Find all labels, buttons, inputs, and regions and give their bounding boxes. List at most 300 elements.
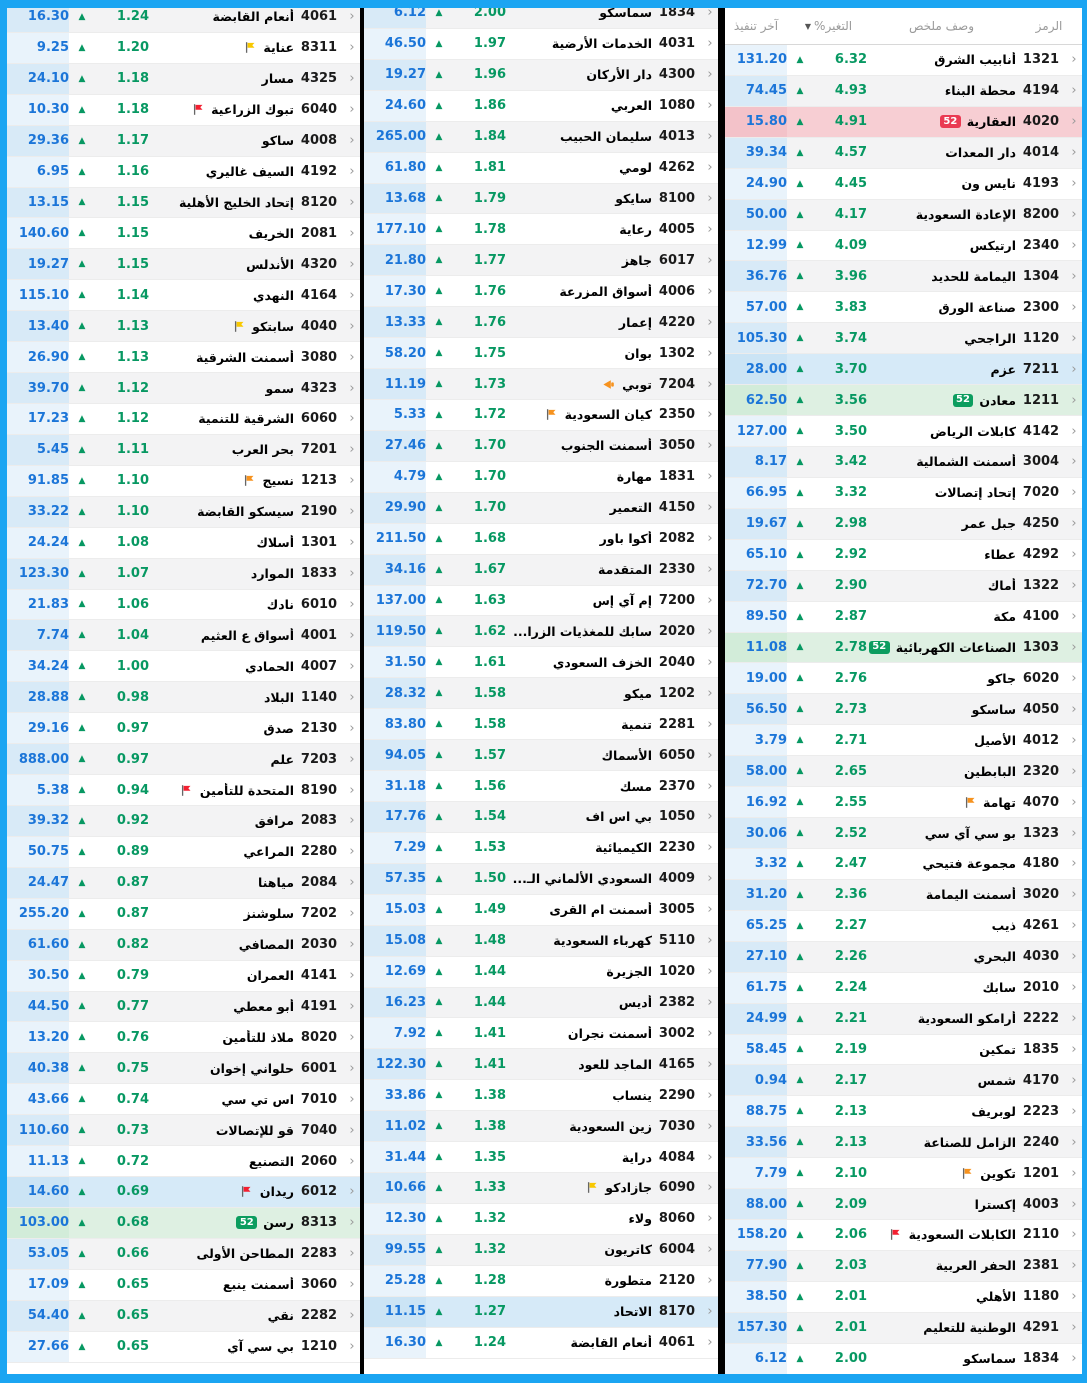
stock-row[interactable]: [7, 1084, 360, 1115]
expand-chevron-icon[interactable]: ‹: [349, 535, 355, 551]
expand-chevron-icon[interactable]: ‹: [707, 67, 713, 83]
column-header-last-price[interactable]: آخر تنفيذ: [733, 19, 779, 33]
expand-chevron-icon[interactable]: ‹: [1071, 949, 1077, 965]
stock-row[interactable]: [7, 1177, 360, 1208]
last-price: 46.50: [364, 29, 426, 59]
expand-chevron-icon[interactable]: ‹: [1071, 578, 1077, 594]
expand-chevron-icon[interactable]: ‹: [707, 531, 713, 547]
stock-row[interactable]: [7, 713, 360, 744]
stock-row[interactable]: [7, 188, 360, 219]
stock-row[interactable]: [7, 33, 360, 64]
expand-chevron-icon[interactable]: ‹: [349, 1060, 355, 1076]
expand-chevron-icon[interactable]: ‹: [707, 252, 713, 268]
expand-chevron-icon[interactable]: ‹: [1071, 207, 1077, 223]
expand-chevron-icon[interactable]: ‹: [707, 840, 713, 856]
stock-row[interactable]: [7, 1239, 360, 1270]
expand-chevron-icon[interactable]: ‹: [707, 469, 713, 485]
stock-row[interactable]: [364, 586, 718, 617]
stock-row[interactable]: [725, 1127, 1082, 1158]
stock-row[interactable]: [7, 961, 360, 992]
stock-row[interactable]: [725, 1065, 1082, 1096]
last-price: 123.30: [7, 559, 69, 589]
stock-row[interactable]: [364, 184, 718, 215]
stock-row[interactable]: [364, 926, 718, 957]
expand-chevron-icon[interactable]: ‹: [1071, 1011, 1077, 1027]
stock-row[interactable]: [7, 992, 360, 1023]
expand-chevron-icon[interactable]: ‹: [349, 1308, 355, 1324]
stock-row[interactable]: [364, 524, 718, 555]
stock-row[interactable]: [725, 1313, 1082, 1344]
stock-row[interactable]: [7, 1301, 360, 1332]
expand-chevron-icon[interactable]: ‹: [707, 778, 713, 794]
expand-chevron-icon[interactable]: ‹: [349, 596, 355, 612]
expand-chevron-icon[interactable]: ‹: [349, 782, 355, 798]
stock-row[interactable]: [725, 1251, 1082, 1282]
expand-chevron-icon[interactable]: ‹: [349, 937, 355, 953]
stock-row[interactable]: [725, 1282, 1082, 1313]
stock-row[interactable]: [725, 1004, 1082, 1035]
stock-row[interactable]: [364, 957, 718, 988]
stock-row[interactable]: [364, 493, 718, 524]
company-name: الاتحاد: [613, 1304, 652, 1320]
expand-chevron-icon[interactable]: ‹: [707, 160, 713, 176]
stock-row[interactable]: [364, 1235, 718, 1266]
expand-chevron-icon[interactable]: ‹: [707, 994, 713, 1010]
company-name: إتحاد الخليج الأهلية: [178, 194, 294, 210]
stock-row[interactable]: [725, 571, 1082, 602]
stock-row[interactable]: [7, 95, 360, 126]
expand-chevron-icon[interactable]: ‹: [1071, 887, 1077, 903]
column-header-description[interactable]: وصف ملخص: [908, 19, 975, 33]
change-percent: 1.15: [116, 194, 149, 210]
expand-chevron-icon[interactable]: ‹: [707, 1056, 713, 1072]
company-name: سابك: [982, 980, 1016, 996]
expand-chevron-icon[interactable]: ‹: [349, 194, 355, 210]
expand-chevron-icon[interactable]: ‹: [1071, 114, 1077, 130]
expand-chevron-icon[interactable]: ‹: [349, 318, 355, 334]
expand-chevron-icon[interactable]: ‹: [707, 500, 713, 516]
stock-row[interactable]: [364, 276, 718, 307]
stock-row[interactable]: [7, 528, 360, 559]
expand-chevron-icon[interactable]: ‹: [349, 504, 355, 520]
symbol-code: 4165: [658, 1056, 696, 1072]
stock-row[interactable]: [364, 1142, 718, 1173]
stock-row[interactable]: [364, 307, 718, 338]
stock-row[interactable]: [7, 497, 360, 528]
expand-chevron-icon[interactable]: ‹: [349, 658, 355, 674]
stock-row[interactable]: [725, 416, 1082, 447]
expand-chevron-icon[interactable]: ‹: [707, 190, 713, 206]
stock-row[interactable]: [364, 647, 718, 678]
expand-chevron-icon[interactable]: ‹: [1071, 1165, 1077, 1181]
expand-chevron-icon[interactable]: ‹: [707, 902, 713, 918]
expand-chevron-icon[interactable]: ‹: [1071, 639, 1077, 655]
stock-row[interactable]: [725, 354, 1082, 385]
stock-row[interactable]: [7, 590, 360, 621]
expand-chevron-icon[interactable]: ‹: [1071, 392, 1077, 408]
expand-chevron-icon[interactable]: ‹: [1071, 547, 1077, 563]
stock-row[interactable]: [7, 837, 360, 868]
stock-row[interactable]: [364, 153, 718, 184]
expand-chevron-icon[interactable]: ‹: [707, 871, 713, 887]
expand-chevron-icon[interactable]: ‹: [707, 1118, 713, 1134]
stock-row[interactable]: [7, 868, 360, 899]
expand-chevron-icon[interactable]: ‹: [349, 998, 355, 1014]
expand-chevron-icon[interactable]: ‹: [707, 623, 713, 639]
expand-chevron-icon[interactable]: ‹: [349, 627, 355, 643]
stock-row[interactable]: [7, 8, 360, 33]
change-percent: 2.76: [834, 670, 867, 686]
expand-chevron-icon[interactable]: ‹: [349, 1277, 355, 1293]
stock-row[interactable]: [7, 899, 360, 930]
stock-row[interactable]: [725, 973, 1082, 1004]
expand-chevron-icon[interactable]: ‹: [707, 1180, 713, 1196]
expand-chevron-icon[interactable]: ‹: [349, 1184, 355, 1200]
up-arrow-icon: ▲: [78, 444, 86, 455]
expand-chevron-icon[interactable]: ‹: [707, 964, 713, 980]
expand-chevron-icon[interactable]: ‹: [349, 1029, 355, 1045]
stock-row[interactable]: [725, 509, 1082, 540]
stock-row[interactable]: [7, 775, 360, 806]
expand-chevron-icon[interactable]: ‹: [707, 592, 713, 608]
expand-chevron-icon[interactable]: ‹: [1071, 701, 1077, 717]
stock-row[interactable]: [725, 169, 1082, 200]
expand-chevron-icon[interactable]: ‹: [1071, 423, 1077, 439]
stock-row[interactable]: [7, 620, 360, 651]
stock-row[interactable]: [725, 633, 1082, 664]
stock-row[interactable]: [364, 1328, 718, 1359]
expand-chevron-icon[interactable]: ‹: [1071, 176, 1077, 192]
expand-chevron-icon[interactable]: ‹: [1071, 1227, 1077, 1243]
last-price: 12.30: [364, 1204, 426, 1234]
stock-row[interactable]: [7, 404, 360, 435]
stock-row[interactable]: [725, 385, 1082, 416]
expand-chevron-icon[interactable]: ‹: [1071, 1351, 1077, 1367]
stock-row[interactable]: [725, 45, 1082, 76]
stock-row[interactable]: [725, 602, 1082, 633]
stock-row[interactable]: [364, 338, 718, 369]
expand-chevron-icon[interactable]: ‹: [1071, 1072, 1077, 1088]
up-arrow-icon: ▲: [796, 333, 804, 344]
expand-chevron-icon[interactable]: ‹: [707, 716, 713, 732]
stock-row[interactable]: [7, 280, 360, 311]
expand-chevron-icon[interactable]: ‹: [349, 411, 355, 427]
expand-chevron-icon[interactable]: ‹: [1071, 670, 1077, 686]
expand-chevron-icon[interactable]: ‹: [1071, 918, 1077, 934]
stock-row[interactable]: [725, 323, 1082, 354]
expand-chevron-icon[interactable]: ‹: [349, 720, 355, 736]
expand-chevron-icon[interactable]: ‹: [1071, 454, 1077, 470]
stock-row[interactable]: [725, 725, 1082, 756]
stock-row[interactable]: [7, 930, 360, 961]
expand-chevron-icon[interactable]: ‹: [707, 1242, 713, 1258]
expand-chevron-icon[interactable]: ‹: [1071, 516, 1077, 532]
stock-row[interactable]: [725, 1096, 1082, 1127]
stock-row[interactable]: [7, 1115, 360, 1146]
expand-chevron-icon[interactable]: ‹: [1071, 52, 1077, 68]
expand-chevron-icon[interactable]: ‹: [349, 1339, 355, 1355]
name-cell: [149, 1030, 294, 1045]
symbol-code: 4170: [1022, 1072, 1060, 1088]
stock-row[interactable]: [364, 555, 718, 586]
stock-row[interactable]: [7, 126, 360, 157]
expand-chevron-icon[interactable]: ‹: [707, 8, 713, 21]
name-cell: [867, 1289, 1016, 1304]
stock-row[interactable]: [725, 231, 1082, 262]
expand-chevron-icon[interactable]: ‹: [707, 654, 713, 670]
stock-row[interactable]: [725, 447, 1082, 478]
stock-row[interactable]: [725, 911, 1082, 942]
expand-chevron-icon[interactable]: ‹: [349, 1215, 355, 1231]
expand-chevron-icon[interactable]: ‹: [349, 164, 355, 180]
stock-row[interactable]: [7, 682, 360, 713]
stock-row[interactable]: [725, 478, 1082, 509]
stock-row[interactable]: [7, 64, 360, 95]
stock-row[interactable]: [725, 1158, 1082, 1189]
stock-row[interactable]: [7, 1332, 360, 1363]
expand-chevron-icon[interactable]: ‹: [349, 844, 355, 860]
expand-chevron-icon[interactable]: ‹: [349, 225, 355, 241]
expand-chevron-icon[interactable]: ‹: [707, 345, 713, 361]
stock-row[interactable]: [725, 1220, 1082, 1251]
expand-chevron-icon[interactable]: ‹: [349, 875, 355, 891]
expand-chevron-icon[interactable]: ‹: [1071, 145, 1077, 161]
stock-row[interactable]: [364, 833, 718, 864]
stock-row[interactable]: [364, 771, 718, 802]
name-cell: [867, 52, 1016, 67]
expand-chevron-icon[interactable]: ‹: [349, 689, 355, 705]
expand-chevron-icon[interactable]: ‹: [707, 809, 713, 825]
expand-chevron-icon[interactable]: ‹: [1071, 330, 1077, 346]
expand-chevron-icon[interactable]: ‹: [707, 685, 713, 701]
expand-chevron-icon[interactable]: ‹: [349, 380, 355, 396]
stock-row[interactable]: [725, 1344, 1082, 1374]
stock-row[interactable]: [364, 1173, 718, 1204]
expand-chevron-icon[interactable]: ‹: [707, 1025, 713, 1041]
up-arrow-icon: ▲: [78, 166, 86, 177]
stock-row[interactable]: [7, 1146, 360, 1177]
change-percent: 2.03: [834, 1258, 867, 1274]
expand-chevron-icon[interactable]: ‹: [1071, 485, 1077, 501]
stock-row[interactable]: [364, 431, 718, 462]
stock-row[interactable]: [725, 292, 1082, 323]
stock-row[interactable]: [364, 60, 718, 91]
stock-row[interactable]: [7, 466, 360, 497]
name-cell: [867, 114, 1016, 129]
expand-chevron-icon[interactable]: ‹: [707, 438, 713, 454]
name-cell: [506, 964, 652, 979]
expand-chevron-icon[interactable]: ‹: [707, 1335, 713, 1351]
stock-row[interactable]: [725, 1189, 1082, 1220]
expand-chevron-icon[interactable]: ‹: [707, 98, 713, 114]
expand-chevron-icon[interactable]: ‹: [349, 40, 355, 56]
expand-chevron-icon[interactable]: ‹: [1071, 1320, 1077, 1336]
symbol-code: 4009: [658, 871, 696, 887]
expand-chevron-icon[interactable]: ‹: [1071, 237, 1077, 253]
stock-row[interactable]: [364, 1080, 718, 1111]
stock-row[interactable]: [7, 249, 360, 280]
symbol-code: 4007: [300, 658, 338, 674]
stock-row[interactable]: [725, 107, 1082, 138]
stock-row[interactable]: [725, 694, 1082, 725]
expand-chevron-icon[interactable]: ‹: [707, 562, 713, 578]
stock-row[interactable]: [725, 76, 1082, 107]
stock-row[interactable]: [725, 849, 1082, 880]
expand-chevron-icon[interactable]: ‹: [707, 1087, 713, 1103]
stock-row[interactable]: [364, 1111, 718, 1142]
expand-chevron-icon[interactable]: ‹: [349, 566, 355, 582]
expand-chevron-icon[interactable]: ‹: [707, 747, 713, 763]
expand-chevron-icon[interactable]: ‹: [707, 1149, 713, 1165]
expand-chevron-icon[interactable]: ‹: [707, 933, 713, 949]
stock-row[interactable]: [7, 744, 360, 775]
stock-row[interactable]: [364, 245, 718, 276]
expand-chevron-icon[interactable]: ‹: [349, 256, 355, 272]
expand-chevron-icon[interactable]: ‹: [349, 287, 355, 303]
stock-row[interactable]: [725, 942, 1082, 973]
stock-row[interactable]: [7, 1022, 360, 1053]
name-cell: [506, 160, 652, 175]
symbol-code: 1321: [1022, 52, 1060, 68]
expand-chevron-icon[interactable]: ‹: [707, 129, 713, 145]
name-cell: [149, 1061, 294, 1076]
expand-chevron-icon[interactable]: ‹: [349, 102, 355, 118]
stock-row[interactable]: [364, 740, 718, 771]
expand-chevron-icon[interactable]: ‹: [1071, 1289, 1077, 1305]
name-cell: [867, 764, 1016, 779]
up-arrow-icon: ▲: [78, 1063, 86, 1074]
stock-row[interactable]: [364, 1204, 718, 1235]
stock-row[interactable]: [7, 435, 360, 466]
stock-row[interactable]: [7, 1053, 360, 1084]
expand-chevron-icon[interactable]: ‹: [1071, 794, 1077, 810]
expand-chevron-icon[interactable]: ‹: [349, 1153, 355, 1169]
stock-row[interactable]: [7, 1208, 360, 1239]
expand-chevron-icon[interactable]: ‹: [707, 314, 713, 330]
stock-row[interactable]: [7, 218, 360, 249]
stock-row[interactable]: [7, 342, 360, 373]
expand-chevron-icon[interactable]: ‹: [1071, 732, 1077, 748]
stock-row[interactable]: [725, 1035, 1082, 1066]
expand-chevron-icon[interactable]: ‹: [707, 1211, 713, 1227]
stock-row[interactable]: [364, 709, 718, 740]
stock-row[interactable]: [364, 8, 718, 29]
expand-chevron-icon[interactable]: ‹: [707, 221, 713, 237]
last-price: 15.08: [364, 926, 426, 956]
expand-chevron-icon[interactable]: ‹: [1071, 361, 1077, 377]
name-cell: [506, 1273, 652, 1288]
stock-row[interactable]: [364, 864, 718, 895]
expand-chevron-icon[interactable]: ‹: [349, 751, 355, 767]
stock-row[interactable]: [364, 1297, 718, 1328]
stock-row[interactable]: [7, 651, 360, 682]
last-price: 12.99: [725, 231, 787, 261]
stock-row[interactable]: [725, 756, 1082, 787]
expand-chevron-icon[interactable]: ‹: [1071, 299, 1077, 315]
stock-row[interactable]: [725, 880, 1082, 911]
stock-row[interactable]: [364, 802, 718, 833]
company-name: جازادكو: [605, 1180, 652, 1196]
stock-row[interactable]: [725, 787, 1082, 818]
expand-chevron-icon[interactable]: ‹: [707, 1304, 713, 1320]
expand-chevron-icon[interactable]: ‹: [1071, 763, 1077, 779]
expand-chevron-icon[interactable]: ‹: [1071, 1196, 1077, 1212]
expand-chevron-icon[interactable]: ‹: [349, 813, 355, 829]
expand-chevron-icon[interactable]: ‹: [1071, 825, 1077, 841]
expand-chevron-icon[interactable]: ‹: [707, 407, 713, 423]
stock-row[interactable]: [725, 200, 1082, 231]
expand-chevron-icon[interactable]: ‹: [349, 968, 355, 984]
expand-chevron-icon[interactable]: ‹: [349, 906, 355, 922]
stock-row[interactable]: [7, 1270, 360, 1301]
badge-52-week-icon: 52: [940, 115, 961, 128]
stock-row[interactable]: [7, 559, 360, 590]
expand-chevron-icon[interactable]: ‹: [1071, 980, 1077, 996]
expand-chevron-icon[interactable]: ‹: [1071, 1258, 1077, 1274]
expand-chevron-icon[interactable]: ‹: [1071, 83, 1077, 99]
expand-chevron-icon[interactable]: ‹: [1071, 268, 1077, 284]
expand-chevron-icon[interactable]: ‹: [707, 36, 713, 52]
stock-row[interactable]: [364, 122, 718, 153]
expand-chevron-icon[interactable]: ‹: [349, 442, 355, 458]
expand-chevron-icon[interactable]: ‹: [349, 71, 355, 87]
stock-row[interactable]: [7, 157, 360, 188]
column-header-symbol[interactable]: الرمز: [1035, 19, 1063, 33]
expand-chevron-icon[interactable]: ‹: [349, 9, 355, 25]
stock-row[interactable]: [364, 1018, 718, 1049]
expand-chevron-icon[interactable]: ‹: [1071, 609, 1077, 625]
stock-row[interactable]: [364, 214, 718, 245]
stock-row[interactable]: [364, 400, 718, 431]
stock-row[interactable]: [364, 895, 718, 926]
symbol-code: 4061: [658, 1335, 696, 1351]
expand-chevron-icon[interactable]: ‹: [707, 1273, 713, 1289]
stock-row[interactable]: [725, 818, 1082, 849]
expand-chevron-icon[interactable]: ‹: [707, 283, 713, 299]
expand-chevron-icon[interactable]: ‹: [349, 349, 355, 365]
stock-row[interactable]: [7, 373, 360, 404]
expand-chevron-icon[interactable]: ‹: [1071, 1041, 1077, 1057]
stock-row[interactable]: [364, 1049, 718, 1080]
stock-row[interactable]: [364, 1266, 718, 1297]
stock-row[interactable]: [364, 616, 718, 647]
company-name: قو للإتصالات: [215, 1122, 294, 1138]
expand-chevron-icon[interactable]: ‹: [349, 1091, 355, 1107]
stock-row[interactable]: [725, 663, 1082, 694]
expand-chevron-icon[interactable]: ‹: [349, 1122, 355, 1138]
stock-row[interactable]: [364, 29, 718, 60]
stock-row[interactable]: [725, 261, 1082, 292]
stock-row[interactable]: [364, 462, 718, 493]
stock-row[interactable]: [725, 540, 1082, 571]
expand-chevron-icon[interactable]: ‹: [349, 1246, 355, 1262]
expand-chevron-icon[interactable]: ‹: [1071, 856, 1077, 872]
expand-chevron-icon[interactable]: ‹: [1071, 1134, 1077, 1150]
stock-row[interactable]: [7, 806, 360, 837]
column-header-change[interactable]: [787, 19, 867, 33]
stock-row[interactable]: [7, 311, 360, 342]
stock-row[interactable]: [364, 988, 718, 1019]
expand-chevron-icon[interactable]: ‹: [349, 133, 355, 149]
stock-row[interactable]: [725, 138, 1082, 169]
stock-row[interactable]: [364, 678, 718, 709]
stock-row[interactable]: [364, 369, 718, 400]
expand-chevron-icon[interactable]: ‹: [1071, 1103, 1077, 1119]
stock-row[interactable]: [364, 91, 718, 122]
expand-chevron-icon[interactable]: ‹: [349, 473, 355, 489]
name-cell: [149, 844, 294, 859]
expand-chevron-icon[interactable]: ‹: [707, 376, 713, 392]
